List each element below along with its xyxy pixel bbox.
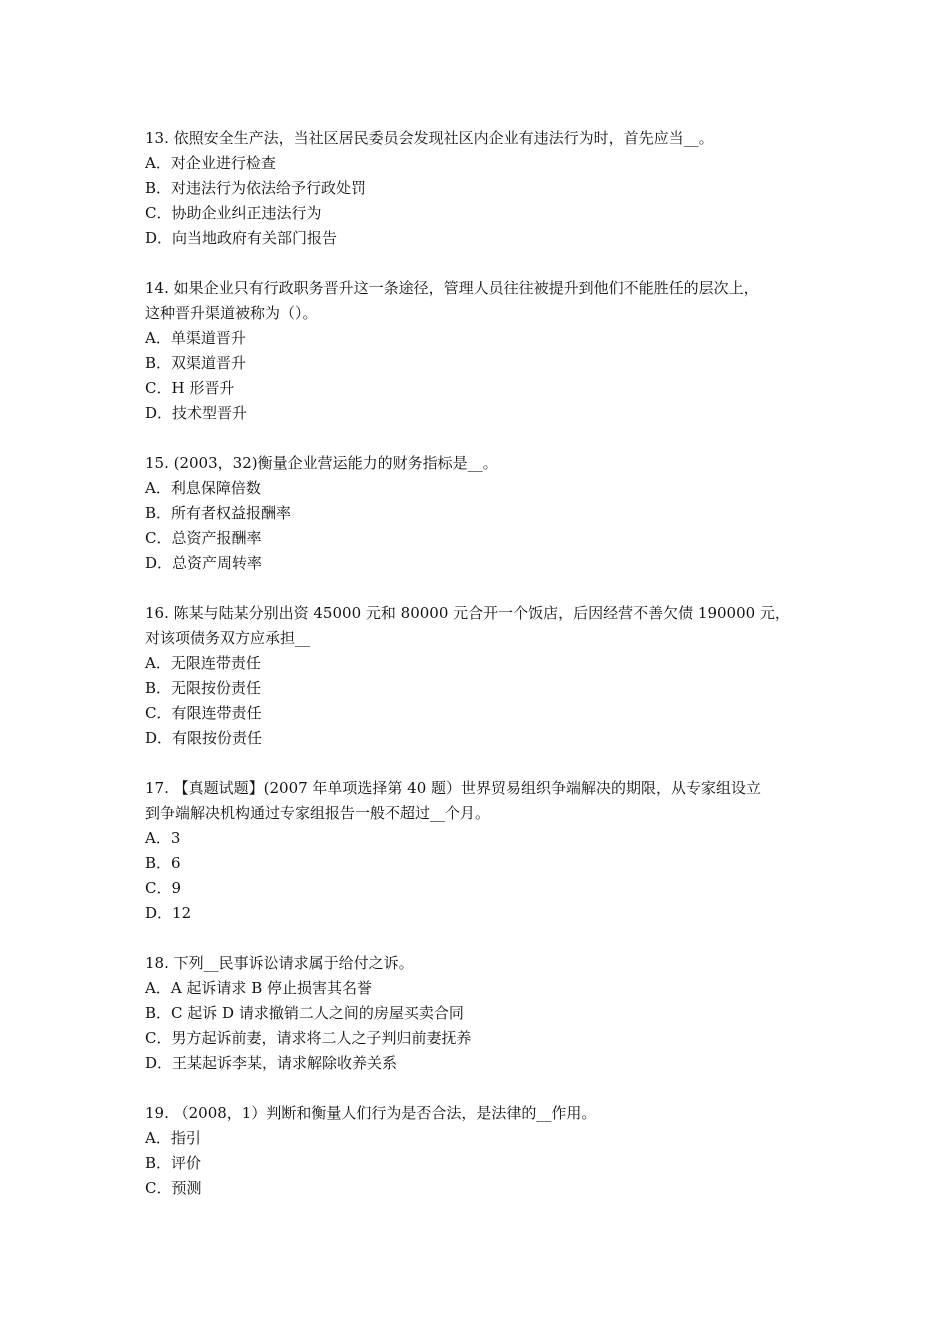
stem-line: 19. （2008，1）判断和衡量人们行为是否合法，是法律的__作用。 xyxy=(145,1104,597,1122)
option-d: D．向当地政府有关部门报告 xyxy=(145,229,338,247)
question-15 xyxy=(145,451,835,576)
option-a: A．指引 xyxy=(145,1129,201,1147)
stem-line: 这种晋升渠道被称为（）。 xyxy=(145,304,318,322)
option-b: B．6 xyxy=(145,854,181,872)
stem-line: 16. 陈某与陆某分别出资 45000 元和 80000 元合开一个饭店，后因经营不善欠债 190000 元， xyxy=(145,604,790,622)
option-d: D．12 xyxy=(145,904,192,922)
stem-line: 对该项债务双方应承担__ xyxy=(145,629,311,647)
stem-line: 到争端解决机构通过专家组报告一般不超过__个月。 xyxy=(145,804,491,822)
stem-line: 13. 依照安全生产法，当社区居民委员会发现社区内企业有违法行为时，首先应当__。 xyxy=(145,129,714,147)
option-a: A．3 xyxy=(145,829,181,847)
option-a: A．对企业进行检查 xyxy=(145,154,276,172)
stem-line: 17. 【真题试题】(2007 年单项选择第 40 题）世界贸易组织争端解决的期限，从专家组设立 xyxy=(145,779,762,797)
option-c: C．有限连带责任 xyxy=(145,704,262,722)
option-a: A．利息保障倍数 xyxy=(145,479,261,497)
option-c: C．9 xyxy=(145,879,182,897)
option-b: B．评价 xyxy=(145,1154,202,1172)
option-c: C．总资产报酬率 xyxy=(145,529,262,547)
option-b: B．无限按份责任 xyxy=(145,679,262,697)
question-stem xyxy=(145,951,835,976)
option-d: D．有限按份责任 xyxy=(145,729,263,747)
stem-line: 18. 下列__民事诉讼请求属于给付之诉。 xyxy=(145,954,414,972)
option-c: C．协助企业纠正违法行为 xyxy=(145,204,322,222)
question-14 xyxy=(145,276,835,426)
option-d: D．王某起诉李某，请求解除收养关系 xyxy=(145,1054,398,1072)
question-18 xyxy=(145,951,835,1076)
option-a: A．单渠道晋升 xyxy=(145,329,246,347)
option-c: C．H 形晋升 xyxy=(145,379,235,397)
option-b: B．对违法行为依法给予行政处罚 xyxy=(145,179,367,197)
option-b: B．C 起诉 D 请求撤销二人之间的房屋买卖合同 xyxy=(145,1004,464,1022)
question-stem xyxy=(145,126,835,151)
option-c: C．预测 xyxy=(145,1179,202,1197)
document-page xyxy=(145,126,835,1226)
question-stem xyxy=(145,1101,835,1126)
question-stem xyxy=(145,601,835,651)
option-b: B．双渠道晋升 xyxy=(145,354,247,372)
question-17 xyxy=(145,776,835,926)
option-d: D．技术型晋升 xyxy=(145,404,248,422)
option-d: D．总资产周转率 xyxy=(145,554,263,572)
option-c: C．男方起诉前妻，请求将二人之子判归前妻抚养 xyxy=(145,1029,472,1047)
stem-line: 15. (2003，32)衡量企业营运能力的财务指标是__。 xyxy=(145,454,498,472)
question-19 xyxy=(145,1101,835,1201)
option-a: A．无限连带责任 xyxy=(145,654,261,672)
question-13 xyxy=(145,126,835,251)
question-stem xyxy=(145,276,835,326)
question-16 xyxy=(145,601,835,751)
question-stem xyxy=(145,451,835,476)
stem-line: 14. 如果企业只有行政职务晋升这一条途径，管理人员往往被提升到他们不能胜任的层次上， xyxy=(145,279,759,297)
option-a: A．A 起诉请求 B 停止损害其名誉 xyxy=(145,979,372,997)
option-b: B．所有者权益报酬率 xyxy=(145,504,292,522)
question-stem xyxy=(145,776,835,826)
